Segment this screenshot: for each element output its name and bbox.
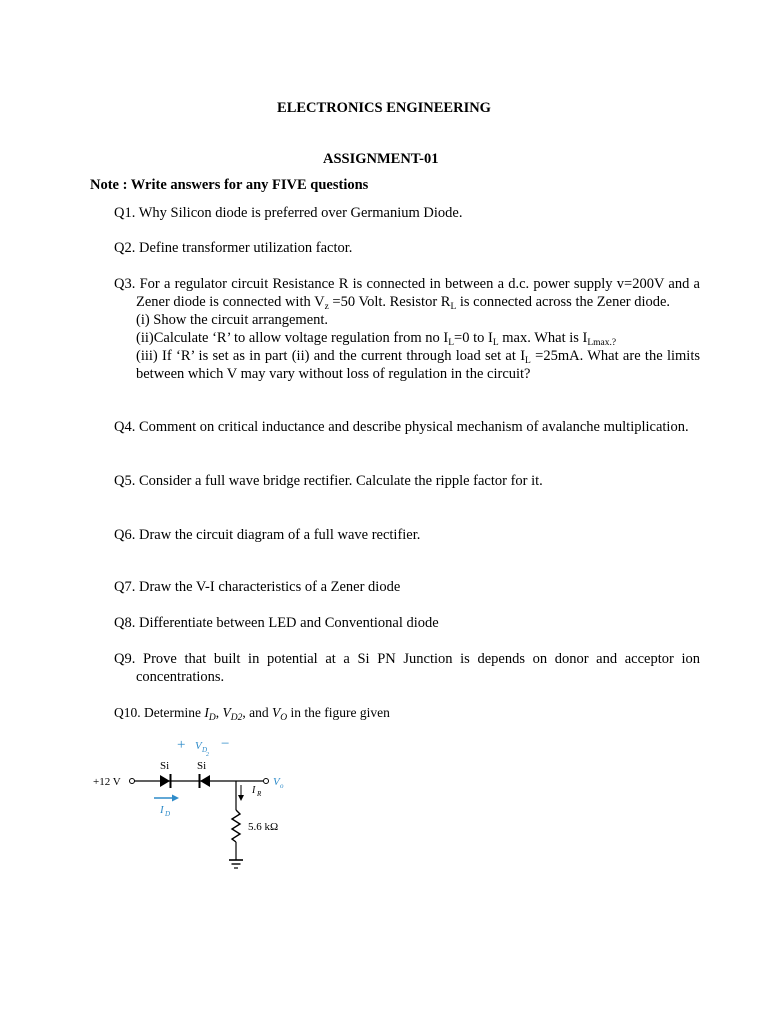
vd2-symbol: V xyxy=(195,740,202,752)
ir-arrow-head xyxy=(238,795,244,801)
diode1-label: Si xyxy=(160,760,170,772)
question-5 xyxy=(114,472,678,490)
question-number: Q8. xyxy=(114,615,136,631)
question-text: Differentiate between LED and Conventional diode xyxy=(138,615,439,631)
question-text: Define transformer utilization factor. xyxy=(138,240,353,256)
supply-terminal xyxy=(130,779,135,784)
question-number: Q6. xyxy=(114,527,136,543)
id-arrow-head xyxy=(172,795,179,802)
question-number: Q9. xyxy=(114,651,136,667)
question-6 xyxy=(114,526,678,544)
question-number: Q7. xyxy=(114,579,136,595)
diode1-triangle xyxy=(160,775,170,787)
question-text: Draw the circuit diagram of a full wave rectifier. xyxy=(138,527,421,543)
question-3 xyxy=(114,275,700,383)
ir-label: I xyxy=(252,785,256,796)
question-text: Comment on critical inductance and describe physical mechanism of avalanche multiplication. xyxy=(138,419,689,435)
id-label: I xyxy=(160,804,164,816)
question-4 xyxy=(114,418,700,436)
ir-label-subscript: R xyxy=(257,790,262,798)
question-text: Consider a full wave bridge rectifier. Calculate the ripple factor for it. xyxy=(138,473,543,489)
output-terminal xyxy=(264,779,269,784)
diode2-triangle xyxy=(200,775,210,787)
question-text: Draw the V-I characteristics of a Zener diode xyxy=(138,579,401,595)
vd2-subscript-2: 2 xyxy=(206,752,209,758)
vd2-subscript: D xyxy=(202,746,208,754)
question-7 xyxy=(114,578,678,596)
question-1 xyxy=(114,204,678,222)
question-number: Q1. xyxy=(114,205,136,221)
diode2-label: Si xyxy=(197,760,207,772)
question-part-i: (i) Show the circuit arrangement. xyxy=(136,312,329,328)
vd2-plus-sign: + xyxy=(177,737,186,753)
question-part-iii: (iii) If ‘R’ is set as in part (ii) and the current through load set at $I_L =25mA$. What are the limits between which V may vary without loss of regulation in the circuit? xyxy=(136,348,700,382)
question-part-ii: (ii)Calculate ‘R’ to allow voltage regulation from no $I_L=0$ to $I_L$ max. What is $I_{Lmax.?}$ xyxy=(136,330,617,348)
circuit-diagram xyxy=(88,730,308,880)
document-title: ELECTRONICS ENGINEERING xyxy=(277,100,491,116)
question-8 xyxy=(114,614,678,632)
question-number: Q5. xyxy=(114,473,136,489)
id-label-subscript: D xyxy=(165,810,171,818)
question-10 xyxy=(114,704,678,722)
question-number: Q10. xyxy=(114,705,141,720)
assignment-heading: ASSIGNMENT-01 xyxy=(323,151,439,167)
supply-label: +12 V xyxy=(93,776,121,788)
question-text: Why Silicon diode is preferred over Germanium Diode. xyxy=(138,205,463,221)
question-text: For a regulator circuit Resistance R is connected in between a d.c. power supply v=200V and a Zener diode is connected with $V_z =50$ Volt. Resistor $R_L$ is connected across the Zener diode. xyxy=(136,276,700,312)
resistor xyxy=(232,810,240,842)
instruction-note: Note : Write answers for any FIVE questions xyxy=(90,177,369,193)
question-2 xyxy=(114,239,678,257)
question-number: Q3. xyxy=(114,276,136,292)
vo-label: V xyxy=(273,776,280,788)
question-number: Q2. xyxy=(114,240,136,256)
question-number: Q4. xyxy=(114,419,136,435)
question-text: Prove that built in potential at a Si PN Junction is depends on donor and acceptor ion concentrations. xyxy=(136,651,701,685)
vd2-minus-sign: − xyxy=(221,736,230,752)
question-text: Determine $I_D$, $V_{D2}$, and $V_O$ in the figure given xyxy=(144,705,390,723)
vo-label-subscript: o xyxy=(280,782,284,790)
resistor-label: 5.6 kΩ xyxy=(248,821,279,833)
question-9 xyxy=(114,650,700,686)
